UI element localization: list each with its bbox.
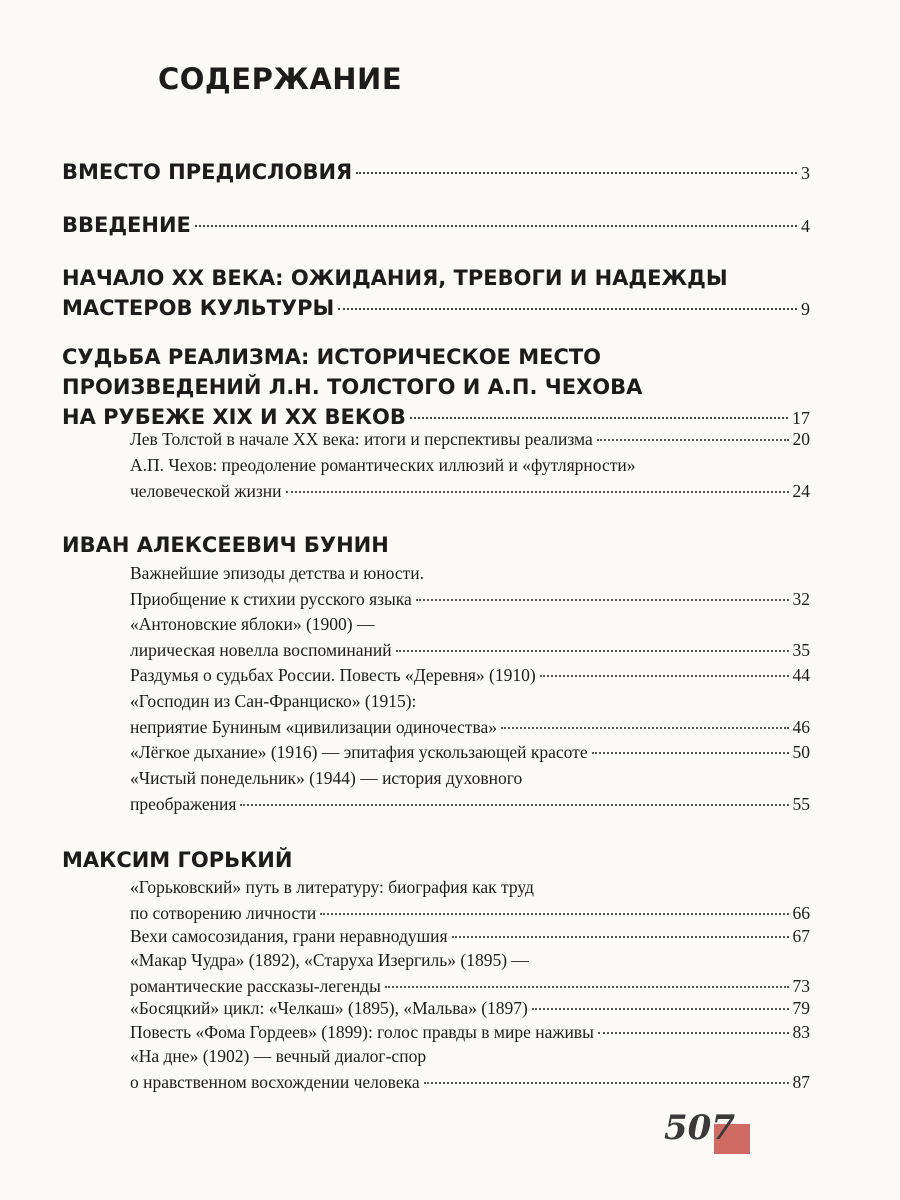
page-ref: 4 [801,216,810,236]
page-ref: 46 [792,717,810,737]
toc-subentry[interactable] [130,452,810,504]
toc-subentry[interactable] [130,923,810,949]
toc-entry-intro[interactable] [62,210,810,241]
page-ref: 67 [792,926,810,946]
section-title: ИВАН АЛЕКСЕЕВИЧ БУНИН [62,533,389,557]
dot-leader [396,650,789,652]
page-ref: 79 [792,998,810,1018]
toc-entry-bunin[interactable] [62,530,810,560]
subentry-title: романтические рассказы-легенды [130,976,381,996]
page-ref: 50 [792,742,810,762]
subentry-title: «Босяцкий» цикл: «Челкаш» (1895), «Мальва» (1897) [130,998,528,1018]
page-ref: 35 [792,640,810,660]
dot-leader [195,225,797,227]
page-ref: 17 [792,408,810,428]
subentry-title: «На дне» (1902) — вечный диалог-спор [130,1046,427,1066]
page-ref: 66 [792,903,810,923]
section-title-line: СУДЬБА РЕАЛИЗМА: ИСТОРИЧЕСКОЕ МЕСТО [62,345,602,369]
subentry-title: Раздумья о судьбах России. Повесть «Деревня» (1910) [130,665,536,685]
toc-subentry[interactable] [130,688,810,740]
section-title-line: НА РУБЕЖЕ XIX И XX ВЕКОВ [62,405,406,429]
dot-leader [338,308,797,310]
subentry-title: А.П. Чехов: преодоление романтических иллюзий и «футлярности» [130,455,636,475]
toc-subentry[interactable] [130,1019,810,1045]
page-number: 507 [664,1108,735,1148]
subentry-title: лирическая новелла воспоминаний [130,640,392,660]
toc-subentry[interactable] [130,995,810,1021]
dot-leader [385,986,789,988]
dot-leader [356,172,797,174]
subentry-title: Приобщение к стихии русского языка [130,589,412,609]
toc-subentry[interactable] [130,947,810,999]
toc-subentry[interactable] [130,765,810,817]
page-ref: 87 [792,1072,810,1092]
toc-entry-gorky[interactable] [62,845,810,875]
section-title-line: ПРОИЗВЕДЕНИЙ Л.Н. ТОЛСТОГО И А.П. ЧЕХОВА [62,375,643,399]
toc-entry-begin[interactable] [62,263,810,324]
toc-subentry[interactable] [130,1043,810,1095]
page-ref: 83 [792,1022,810,1042]
page-title: СОДЕРЖАНИЕ [158,62,403,96]
toc-entry-realism[interactable] [62,342,810,433]
dot-leader [410,417,788,419]
toc-subentry[interactable] [130,611,810,663]
toc-subentry[interactable] [130,662,810,688]
subentry-title: «Лёгкое дыхание» (1916) — эпитафия ускользающей красоте [130,742,588,762]
dot-leader [416,599,789,601]
toc-subentry[interactable] [130,560,810,612]
subentry-title: «Макар Чудра» (1892), «Старуха Изергиль» (1895) — [130,950,529,970]
subentry-title: о нравственном восхождении человека [130,1072,420,1092]
dot-leader [597,439,789,441]
dot-leader [540,675,789,677]
section-title-line: МАСТЕРОВ КУЛЬТУРЫ [62,296,335,320]
dot-leader [240,804,788,806]
toc-subentry[interactable] [130,426,810,452]
dot-leader [320,913,788,915]
page-ref: 20 [792,429,810,449]
toc-subentry[interactable] [130,739,810,765]
section-title: МАКСИМ ГОРЬКИЙ [62,848,293,872]
toc-subentry[interactable] [130,874,810,926]
subentry-title: «Чистый понедельник» (1944) — история духовного [130,768,523,788]
page-ref: 24 [792,481,810,501]
section-title: ВМЕСТО ПРЕДИСЛОВИЯ [62,160,353,184]
toc-entry-preface[interactable] [62,157,810,188]
page-ref: 32 [792,589,810,609]
page-ref: 73 [792,976,810,996]
subentry-title: по сотворению личности [130,903,317,923]
page-ref: 9 [801,299,810,319]
page-ref: 55 [792,794,810,814]
subentry-title: Важнейшие эпизоды детства и юности. [130,563,424,583]
section-title: ВВЕДЕНИЕ [62,213,191,237]
dot-leader [532,1008,789,1010]
dot-leader [286,491,789,493]
subentry-title: Вехи самосозидания, грани неравнодушия [130,926,448,946]
dot-leader [452,936,789,938]
subentry-title: неприятие Буниным «цивилизации одиночества» [130,717,497,737]
subentry-title: преображения [130,794,237,814]
dot-leader [592,752,789,754]
subentry-title: Повесть «Фома Гордеев» (1899): голос правды в мире наживы [130,1022,594,1042]
dot-leader [598,1032,789,1034]
dot-leader [424,1082,789,1084]
subentry-title: «Господин из Сан-Франциско» (1915): [130,691,417,711]
page-ref: 3 [801,163,810,183]
section-title-line: НАЧАЛО XX ВЕКА: ОЖИДАНИЯ, ТРЕВОГИ И НАДЕЖДЫ [62,266,728,290]
page-ref: 44 [792,665,810,685]
subentry-title: «Антоновские яблоки» (1900) — [130,614,375,634]
subentry-title: Лев Толстой в начале XX века: итоги и перспективы реализма [130,429,593,449]
dot-leader [501,727,789,729]
subentry-title: человеческой жизни [130,481,282,501]
subentry-title: «Горьковский» путь в литературу: биография как труд [130,877,534,897]
